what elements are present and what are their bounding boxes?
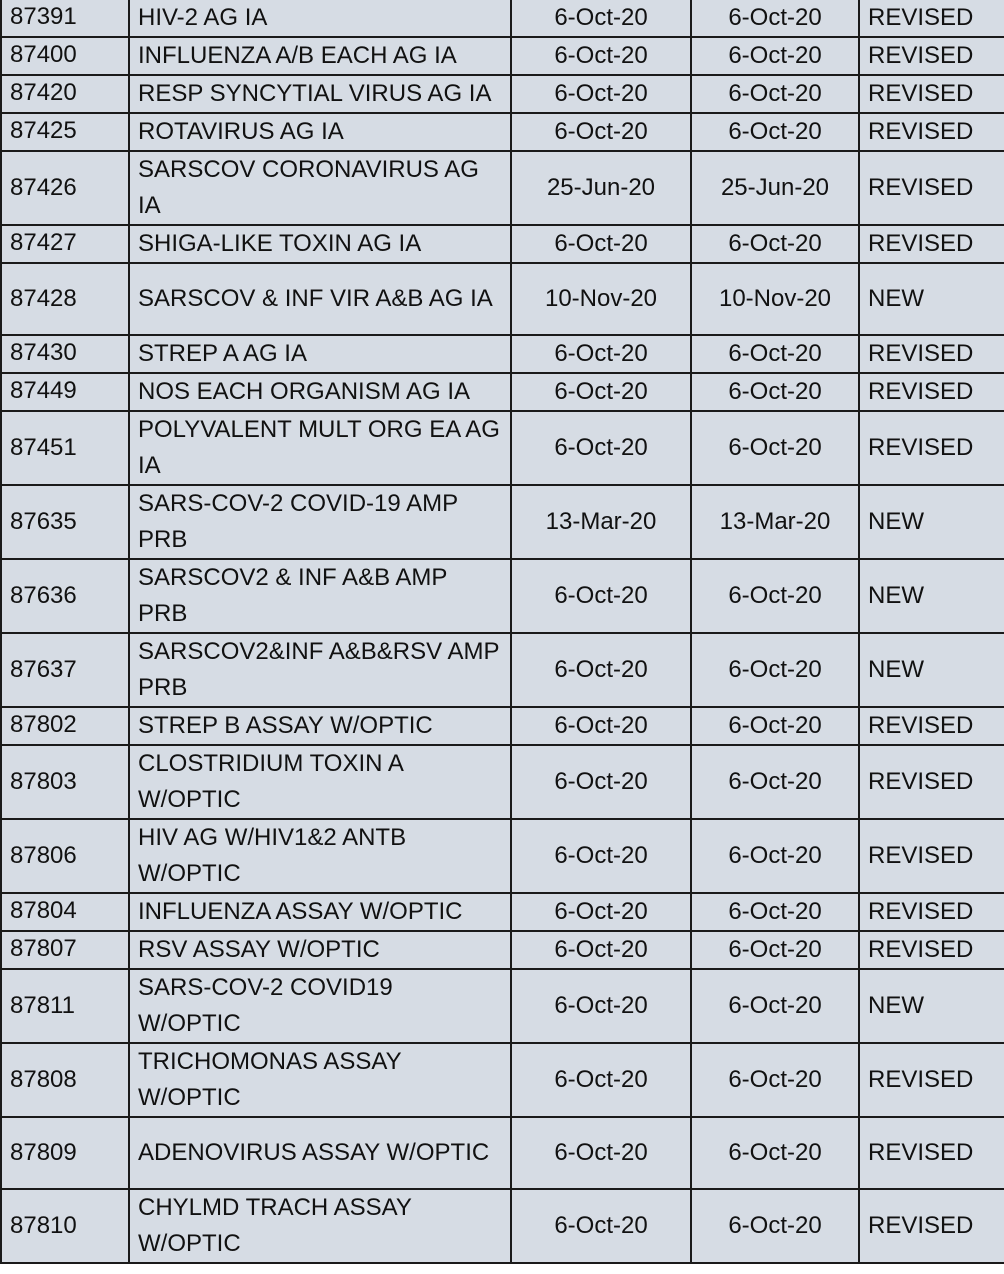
code-cell: 87636 [1, 559, 129, 633]
description-cell: CHYLMD TRACH ASSAY W/OPTIC [129, 1189, 511, 1263]
description-cell: NOS EACH ORGANISM AG IA [129, 373, 511, 411]
date-cell-1: 6-Oct-20 [511, 969, 691, 1043]
date-cell-1: 6-Oct-20 [511, 75, 691, 113]
status-cell: REVISED [859, 37, 1004, 75]
table-row [1, 969, 1004, 1043]
status-cell: REVISED [859, 75, 1004, 113]
date-cell-1: 6-Oct-20 [511, 1117, 691, 1189]
date-cell-1: 6-Oct-20 [511, 373, 691, 411]
description-cell: STREP B ASSAY W/OPTIC [129, 707, 511, 745]
code-cell: 87637 [1, 633, 129, 707]
table-row [1, 819, 1004, 893]
date-cell-2: 6-Oct-20 [691, 335, 859, 373]
date-cell-2: 6-Oct-20 [691, 37, 859, 75]
status-cell: REVISED [859, 0, 1004, 37]
status-cell: NEW [859, 633, 1004, 707]
status-cell: REVISED [859, 893, 1004, 931]
code-cell: 87809 [1, 1117, 129, 1189]
status-cell: REVISED [859, 819, 1004, 893]
description-cell: SHIGA-LIKE TOXIN AG IA [129, 225, 511, 263]
status-cell: REVISED [859, 113, 1004, 151]
date-cell-2: 6-Oct-20 [691, 1043, 859, 1117]
code-cell: 87425 [1, 113, 129, 151]
table-row [1, 225, 1004, 263]
date-cell-1: 6-Oct-20 [511, 893, 691, 931]
status-cell: REVISED [859, 1189, 1004, 1263]
description-cell: RESP SYNCYTIAL VIRUS AG IA [129, 75, 511, 113]
date-cell-1: 6-Oct-20 [511, 633, 691, 707]
table-row [1, 37, 1004, 75]
code-cell: 87430 [1, 335, 129, 373]
table-row [1, 893, 1004, 931]
date-cell-2: 6-Oct-20 [691, 1189, 859, 1263]
description-cell: RSV ASSAY W/OPTIC [129, 931, 511, 969]
status-cell: REVISED [859, 707, 1004, 745]
date-cell-1: 6-Oct-20 [511, 411, 691, 485]
description-cell: SARS-COV-2 COVID-19 AMP PRB [129, 485, 511, 559]
code-cell: 87449 [1, 373, 129, 411]
date-cell-1: 6-Oct-20 [511, 113, 691, 151]
status-cell: REVISED [859, 931, 1004, 969]
code-cell: 87807 [1, 931, 129, 969]
date-cell-2: 6-Oct-20 [691, 0, 859, 37]
table-row [1, 411, 1004, 485]
date-cell-1: 13-Mar-20 [511, 485, 691, 559]
code-table-body [1, 0, 1004, 1263]
code-cell: 87451 [1, 411, 129, 485]
date-cell-2: 6-Oct-20 [691, 707, 859, 745]
code-cell: 87808 [1, 1043, 129, 1117]
date-cell-2: 6-Oct-20 [691, 745, 859, 819]
description-cell: POLYVALENT MULT ORG EA AG IA [129, 411, 511, 485]
date-cell-1: 6-Oct-20 [511, 37, 691, 75]
description-cell: TRICHOMONAS ASSAY W/OPTIC [129, 1043, 511, 1117]
code-cell: 87428 [1, 263, 129, 335]
description-cell: HIV-2 AG IA [129, 0, 511, 37]
table-row [1, 633, 1004, 707]
date-cell-1: 25-Jun-20 [511, 151, 691, 225]
date-cell-2: 6-Oct-20 [691, 819, 859, 893]
code-cell: 87427 [1, 225, 129, 263]
status-cell: REVISED [859, 373, 1004, 411]
status-cell: NEW [859, 559, 1004, 633]
date-cell-2: 6-Oct-20 [691, 1117, 859, 1189]
status-cell: NEW [859, 969, 1004, 1043]
date-cell-1: 6-Oct-20 [511, 931, 691, 969]
date-cell-2: 10-Nov-20 [691, 263, 859, 335]
date-cell-1: 6-Oct-20 [511, 1043, 691, 1117]
code-cell: 87802 [1, 707, 129, 745]
code-cell: 87810 [1, 1189, 129, 1263]
date-cell-1: 6-Oct-20 [511, 707, 691, 745]
code-cell: 87804 [1, 893, 129, 931]
description-cell: HIV AG W/HIV1&2 ANTB W/OPTIC [129, 819, 511, 893]
table-row [1, 485, 1004, 559]
table-row [1, 373, 1004, 411]
code-cell: 87635 [1, 485, 129, 559]
table-row [1, 263, 1004, 335]
description-cell: ROTAVIRUS AG IA [129, 113, 511, 151]
status-cell: REVISED [859, 335, 1004, 373]
date-cell-1: 6-Oct-20 [511, 819, 691, 893]
date-cell-2: 6-Oct-20 [691, 411, 859, 485]
date-cell-2: 6-Oct-20 [691, 75, 859, 113]
date-cell-1: 6-Oct-20 [511, 1189, 691, 1263]
table-row [1, 113, 1004, 151]
table-row [1, 335, 1004, 373]
description-cell: INFLUENZA ASSAY W/OPTIC [129, 893, 511, 931]
date-cell-2: 6-Oct-20 [691, 373, 859, 411]
status-cell: REVISED [859, 151, 1004, 225]
description-cell: SARS-COV-2 COVID19 W/OPTIC [129, 969, 511, 1043]
table-row [1, 559, 1004, 633]
description-cell: SARSCOV & INF VIR A&B AG IA [129, 263, 511, 335]
status-cell: NEW [859, 485, 1004, 559]
description-cell: SARSCOV2 & INF A&B AMP PRB [129, 559, 511, 633]
description-cell: STREP A AG IA [129, 335, 511, 373]
date-cell-2: 25-Jun-20 [691, 151, 859, 225]
description-cell: CLOSTRIDIUM TOXIN A W/OPTIC [129, 745, 511, 819]
status-cell: REVISED [859, 411, 1004, 485]
table-row [1, 931, 1004, 969]
code-cell: 87426 [1, 151, 129, 225]
date-cell-2: 6-Oct-20 [691, 633, 859, 707]
date-cell-2: 6-Oct-20 [691, 969, 859, 1043]
date-cell-2: 6-Oct-20 [691, 225, 859, 263]
status-cell: REVISED [859, 1117, 1004, 1189]
table-row [1, 1117, 1004, 1189]
code-cell: 87803 [1, 745, 129, 819]
table-row [1, 0, 1004, 37]
table-row [1, 707, 1004, 745]
date-cell-1: 6-Oct-20 [511, 335, 691, 373]
code-cell: 87420 [1, 75, 129, 113]
code-cell: 87400 [1, 37, 129, 75]
date-cell-2: 6-Oct-20 [691, 113, 859, 151]
status-cell: REVISED [859, 225, 1004, 263]
status-cell: REVISED [859, 745, 1004, 819]
description-cell: SARSCOV2&INF A&B&RSV AMP PRB [129, 633, 511, 707]
date-cell-2: 6-Oct-20 [691, 893, 859, 931]
table-row [1, 1189, 1004, 1263]
date-cell-1: 6-Oct-20 [511, 0, 691, 37]
status-cell: REVISED [859, 1043, 1004, 1117]
table-row [1, 1043, 1004, 1117]
code-cell: 87811 [1, 969, 129, 1043]
code-cell: 87391 [1, 0, 129, 37]
date-cell-1: 10-Nov-20 [511, 263, 691, 335]
table-row [1, 151, 1004, 225]
table-row [1, 745, 1004, 819]
date-cell-1: 6-Oct-20 [511, 745, 691, 819]
date-cell-2: 6-Oct-20 [691, 559, 859, 633]
description-cell: INFLUENZA A/B EACH AG IA [129, 37, 511, 75]
date-cell-1: 6-Oct-20 [511, 225, 691, 263]
description-cell: ADENOVIRUS ASSAY W/OPTIC [129, 1117, 511, 1189]
description-cell: SARSCOV CORONAVIRUS AG IA [129, 151, 511, 225]
code-cell: 87806 [1, 819, 129, 893]
date-cell-1: 6-Oct-20 [511, 559, 691, 633]
table-row [1, 75, 1004, 113]
date-cell-2: 6-Oct-20 [691, 931, 859, 969]
date-cell-2: 13-Mar-20 [691, 485, 859, 559]
status-cell: NEW [859, 263, 1004, 335]
